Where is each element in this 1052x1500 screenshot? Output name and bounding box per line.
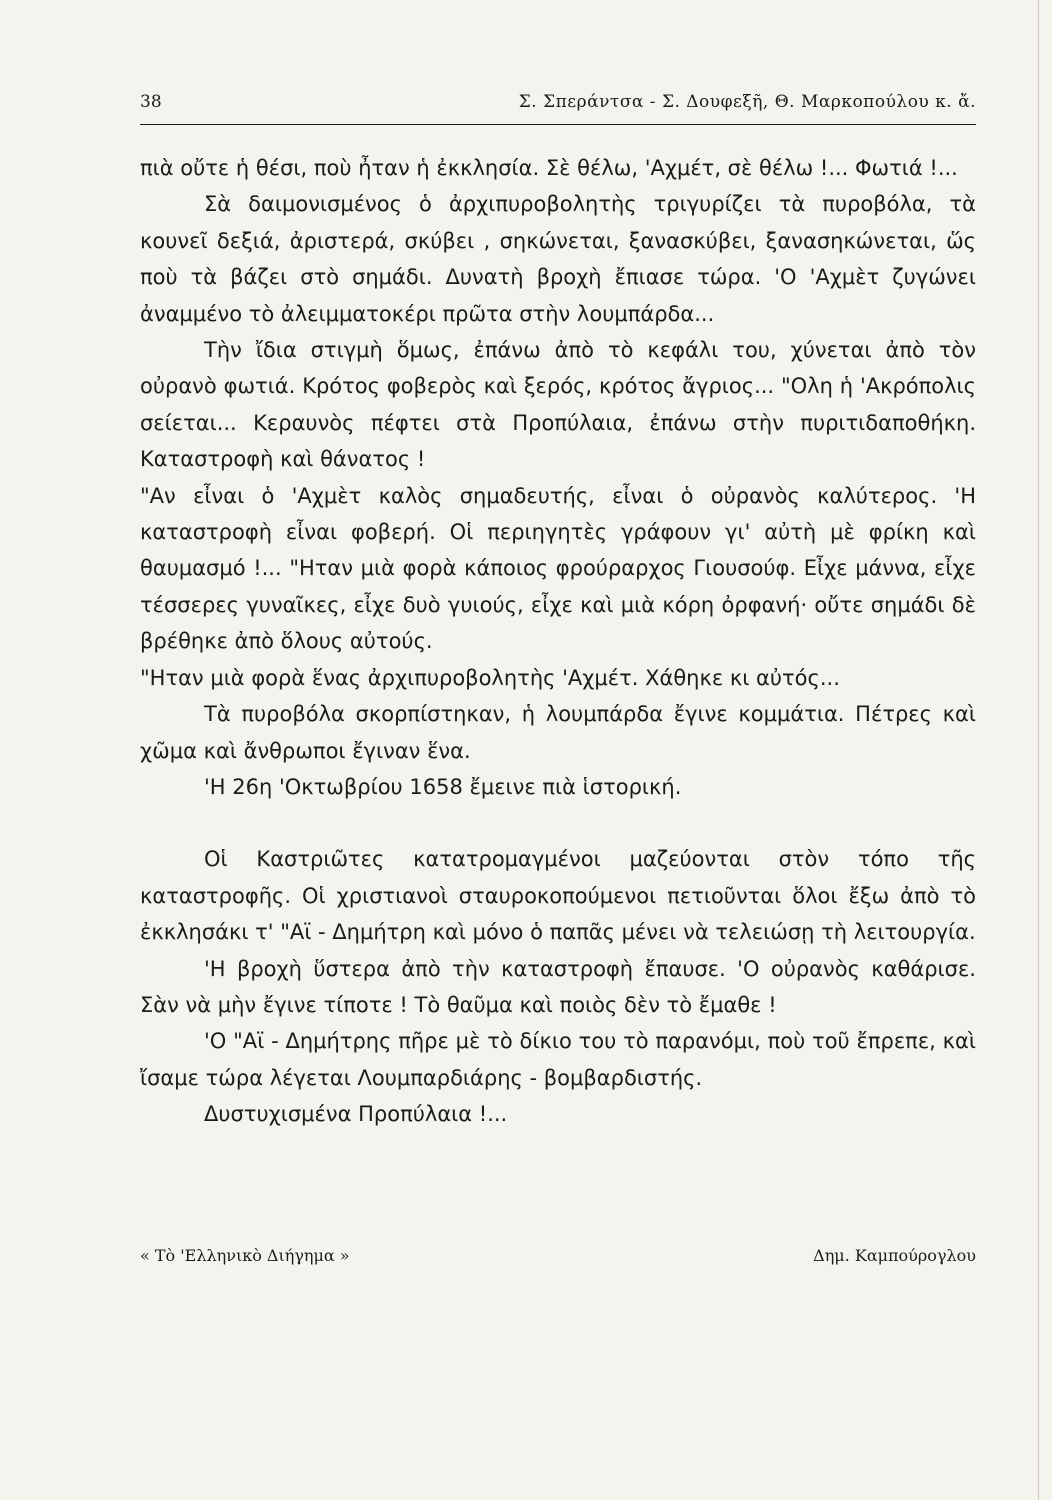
paragraph-4: "Αν εἶναι ὁ 'Αχμὲτ καλὸς σημαδευτής, εἶναι ὁ οὐρανὸς καλύτερος. 'Η καταστροφὴ εἶναι φοβερή. Οἱ περιηγητὲς γράφουν γι' αὐτὴ μὲ φρίκη καὶ θαυμασμό !... "Ηταν μιὰ φορὰ κάποιος φρούραρχος Γιουσούφ. Εἶχε μάννα, εἶχε τέσσερες γυναῖκες, εἶχε δυὸ γυιούς, εἶχε καὶ μιὰ κόρη ὀρφανή· οὔτε σημάδι δὲ βρέθηκε ἀπὸ ὅλους αὐτούς. [140, 483, 976, 654]
paragraph-10: 'Ο "Αϊ - Δημήτρης πῆρε μὲ τὸ δίκιο του τὸ παρανόμι, ποὺ τοῦ ἔπρεπε, καὶ ἴσαμε τώρα λέγεται Λουμπαρδιάρης - βομβαρδιστής. [140, 1029, 976, 1090]
paragraph-9: 'Η βροχὴ ὕστερα ἀπὸ τὴν καταστροφὴ ἔπαυσε. 'Ο οὐρανὸς καθάρισε. Σὰν νὰ μὴν ἔγινε τίποτε ! Τὸ θαῦμα καὶ ποιὸς δὲν τὸ ἔμαθε ! [140, 956, 976, 1017]
running-head: Σ. Σπεράντσα - Σ. Δουφεξῆ, Θ. Μαρκοπούλου κ. ἄ. [518, 92, 976, 112]
paragraph-11: Δυστυχισμένα Προπύλαια !... [204, 1102, 508, 1127]
paragraph-5: "Ηταν μιὰ φορὰ ἕνας ἀρχιπυροβολητὴς 'Αχμέτ. Χάθηκε κι αὐτός... [140, 665, 840, 690]
page-header [140, 92, 976, 116]
author-name: Δημ. Καμπούρογλου [813, 1246, 976, 1265]
source-title: « Τὸ 'Ελληνικὸ Διήγημα » [140, 1246, 350, 1265]
page-edge [1038, 0, 1039, 1500]
body-text [140, 150, 976, 1133]
paragraph-1: πιὰ οὔτε ἡ θέσι, ποὺ ἦταν ἡ ἐκκλησία. Σὲ θέλω, 'Αχμέτ, σὲ θέλω !... Φωτιά !... [140, 156, 958, 180]
paragraph-7: 'Η 26η 'Οκτωβρίου 1658 ἔμεινε πιὰ ἱστορική. [204, 774, 682, 799]
header-rule [140, 124, 976, 125]
page-number: 38 [140, 92, 162, 112]
paragraph-6: Τὰ πυροβόλα σκορπίστηκαν, ἡ λουμπάρδα ἔγινε κομμάτια. Πέτρες καὶ χῶμα καὶ ἄνθρωποι ἔγιναν ἕνα. [140, 702, 976, 763]
paragraph-8: Οἱ Καστριῶτες κατατρομαγμένοι μαζεύονται στὸν τόπο τῆς καταστροφῆς. Οἱ χριστιανοὶ σταυροκοπούμενοι πετιοῦνται ὅλοι ἔξω ἀπὸ τὸ ἐκκλησάκι τ' "Αϊ - Δημήτρη καὶ μόνο ὁ παπᾶς μένει νὰ τελειώσῃ τὴ λειτουργία. [140, 847, 976, 945]
paragraph-3: Τὴν ἴδια στιγμὴ ὅμως, ἐπάνω ἀπὸ τὸ κεφάλι του, χύνεται ἀπὸ τὸν οὐρανὸ φωτιά. Κρότος φοβερὸς καὶ ξερός, κρότος ἄγριος... "Ολη ἡ 'Ακρόπολις σείεται... Κεραυνὸς πέφτει στὰ Προπύλαια, ἐπάνω στὴν πυριτιδαποθήκη. Καταστροφὴ καὶ θάνατος ! [140, 338, 976, 472]
paragraph-2: Σὰ δαιμονισμένος ὁ ἀρχιπυροβολητὴς τριγυρίζει τὰ πυροβόλα, τὰ κουνεῖ δεξιά, ἀριστερά, σκύβει , σηκώνεται, ξανασκύβει, ξανασηκώνεται, ὥς ποὺ τὰ βάζει στὸ σημάδι. Δυνατὴ βροχὴ ἔπιασε τώρα. 'Ο 'Αχμὲτ ζυγώνει ἀναμμένο τὸ ἀλειμματοκέρι πρῶτα στὴν λουμπάρδα... [140, 192, 976, 326]
